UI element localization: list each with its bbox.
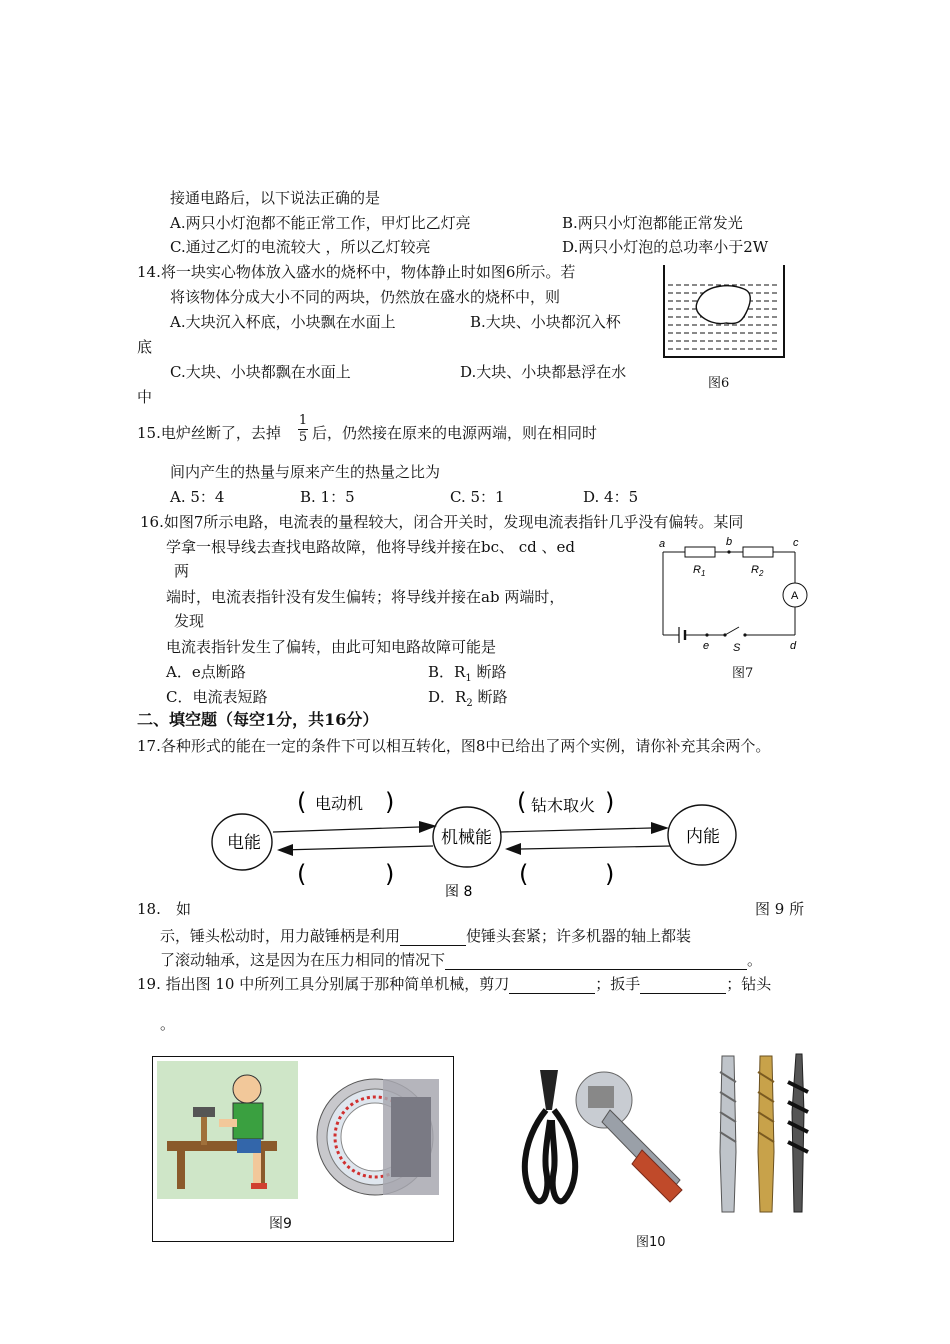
q15-option-c: C. 5：1	[450, 488, 505, 506]
node-mid-label: 机械能	[441, 828, 492, 848]
q19-line-2: 。	[160, 1015, 176, 1033]
label-d: d	[790, 640, 797, 652]
label-s: S	[733, 642, 741, 654]
q14-stem-2: 将该物体分成大小不同的两块，仍然放在盛水的烧杯中，则	[170, 288, 561, 306]
q19-blank-scissors[interactable]	[509, 977, 595, 994]
q13-option-b: B.两只小灯泡都能正常发光	[562, 214, 743, 232]
switch-s	[725, 627, 739, 635]
q14-stem-1: 14.将一块实心物体放入盛水的烧杯中，物体静止时如图6所示。若	[137, 263, 576, 281]
paren-close-2: )	[605, 788, 615, 816]
q18-ru: 如	[176, 900, 192, 918]
label-c: c	[793, 537, 799, 549]
q16-option-d: D．$R_2$ 断路	[428, 688, 508, 709]
q14-option-d-wrap: 中	[137, 388, 153, 406]
q14-option-a: A.大块沉入杯底，小块飘在水面上	[170, 313, 396, 331]
q18-blank-2[interactable]	[445, 953, 747, 970]
q18-blank-1[interactable]	[400, 929, 466, 946]
q16-stem-2: 学拿一根导线去查找电路故障，他将导线并接在bc、 cd 、ed	[166, 538, 576, 556]
node-right-label: 内能	[686, 827, 720, 847]
label-e: e	[703, 640, 710, 652]
paren-open-2: (	[517, 788, 527, 816]
q15-stem-post: 后，仍然接在原来的电源两端，则在相同时	[312, 424, 598, 442]
label-b: b	[726, 536, 733, 548]
figure-6-beaker	[660, 265, 790, 365]
q18-number: 18.	[137, 900, 161, 918]
paren-open-1: (	[297, 788, 307, 816]
node-left-label: 电能	[227, 833, 261, 853]
label-drill-fire: 钻木取火	[531, 796, 596, 815]
figure-8-caption: 图 8	[445, 884, 473, 900]
q19-line-1: 19. 指出图 10 中所列工具分别属于那种简单机械，剪刀 ；扳手 ；钻头	[137, 975, 772, 993]
figure-9-caption: 图9	[269, 1216, 292, 1232]
figure-9-frame	[152, 1056, 454, 1242]
q18-line-2: 示，锤头松动时，用力敲锤柄是利用 使锤头套紧；许多机器的轴上都装	[160, 927, 692, 945]
q14-option-d: D.大块、小块都悬浮在水	[460, 363, 627, 381]
q15-option-a: A. 5：4	[170, 488, 225, 506]
label-r1: $R_1$	[693, 564, 706, 578]
q13-option-c: C.通过乙灯的电流较大 ，所以乙灯较亮	[170, 238, 431, 256]
label-motor: 电动机	[315, 794, 364, 813]
figure-10-caption: 图10	[636, 1235, 666, 1250]
label-ammeter: A	[791, 590, 799, 602]
label-r2: $R_2$	[751, 564, 764, 578]
paren-open-4: (	[519, 860, 529, 888]
q14-option-b-wrap: 底	[137, 338, 153, 356]
fraction-numerator: 1	[298, 413, 308, 428]
q14-option-c: C.大块、小块都飘在水面上	[170, 363, 351, 381]
q16-stem-2b: 两	[174, 562, 190, 580]
arrow-right-2	[651, 822, 669, 834]
q15-option-d: D. 4：5	[583, 488, 639, 506]
bearing-illustration	[313, 1073, 441, 1201]
q16-stem-3b: 发现	[174, 612, 205, 630]
q19-blank-wrench[interactable]	[640, 977, 726, 994]
arrow-left-1	[277, 844, 293, 856]
floating-object	[696, 286, 750, 324]
fraction-denominator: 5	[298, 430, 308, 445]
q18-fig-ref: 图 9 所	[755, 900, 805, 918]
q15-stem-pre: 15.电炉丝断了，去掉	[137, 424, 281, 442]
paren-close-3: )	[385, 860, 395, 888]
section-2-heading: 二、填空题（每空1分，共16分）	[137, 710, 379, 729]
q16-option-b: B．$R_1$ 断路	[428, 663, 507, 684]
q16-stem-1: 16.如图7所示电路，电流表的量程较大，闭合开关时，发现电流表指针几乎没有偏转。某同	[140, 513, 744, 531]
arrow-left-2	[505, 843, 521, 855]
q13-stem: 接通电路后，以下说法正确的是	[170, 189, 381, 207]
q16-option-c: C．电流表短路	[166, 688, 268, 706]
figure-6-caption: 图6	[708, 376, 730, 391]
figure-7-caption: 图7	[732, 666, 754, 681]
wrench-image	[570, 1060, 688, 1205]
q14-option-b: B.大块、小块都沉入杯	[470, 313, 621, 331]
q16-stem-3: 端时，电流表指针没有发生偏转；将导线并接在ab 两端时，	[166, 588, 565, 606]
paren-close-4: )	[605, 860, 615, 888]
q15-option-b: B. 1：5	[300, 488, 355, 506]
resistor-r1	[685, 547, 715, 557]
q16-option-a: A．e点断路	[166, 663, 246, 681]
q13-option-a: A.两只小灯泡都不能正常工作，甲灯比乙灯亮	[170, 214, 471, 232]
q15-stem-2: 间内产生的热量与原来产生的热量之比为	[170, 463, 441, 481]
q16-stem-4: 电流表指针发生了偏转，由此可知电路故障可能是	[166, 638, 497, 656]
hammer-illustration	[157, 1061, 298, 1199]
q15-fraction	[296, 414, 310, 445]
label-a: a	[659, 538, 666, 550]
paren-close-1: )	[385, 788, 395, 816]
figure-8-energy-diagram	[205, 780, 745, 900]
q18-line-3: 了滚动轴承，这是因为在压力相同的情况下 。	[160, 951, 763, 969]
resistor-r2	[743, 547, 773, 557]
figure-7-circuit	[655, 535, 815, 660]
paren-open-3: (	[297, 860, 307, 888]
drill-bits-image	[712, 1052, 812, 1214]
q17-stem: 17.各种形式的能在一定的条件下可以相互转化，图8中已给出了两个实例，请你补充其余两个。	[137, 737, 771, 755]
q13-option-d: D.两只小灯泡的总功率小于2W	[562, 238, 769, 256]
